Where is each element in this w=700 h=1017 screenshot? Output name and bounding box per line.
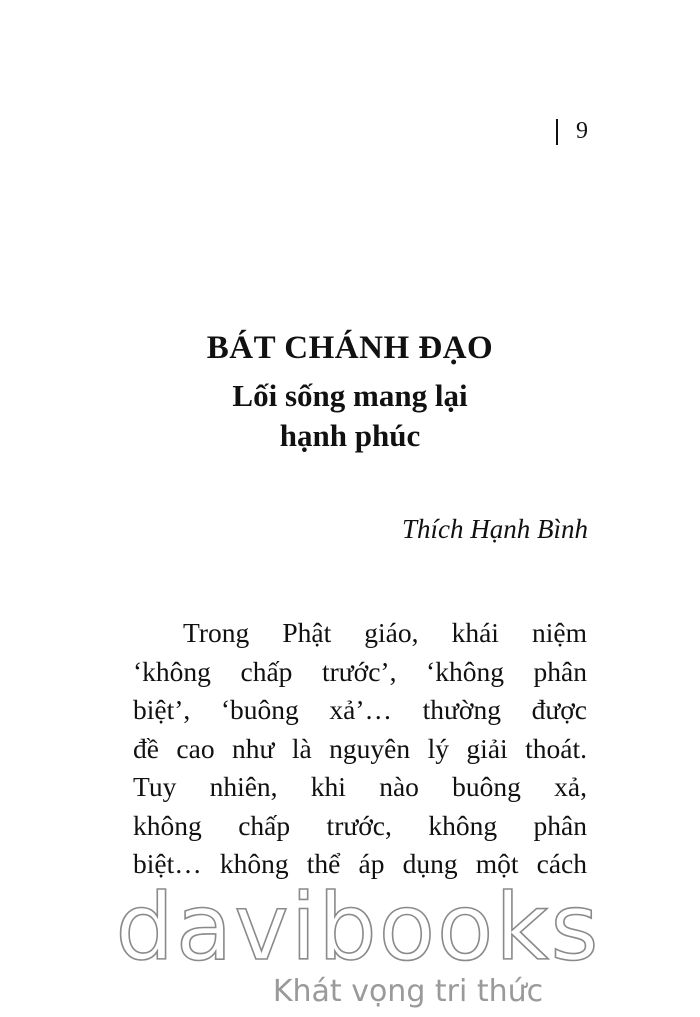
watermark-tagline: Khát vọng tri thức [272, 974, 544, 1009]
body-line: Trong Phật giáo, khái niệm [183, 617, 587, 648]
chapter-title-block [0, 326, 700, 456]
body-line: Tuy nhiên, khi nào buông xả, [133, 771, 587, 802]
body-line: ‘không chấp trước’, ‘không phân [133, 655, 587, 687]
body-paragraph [133, 614, 587, 884]
watermark-brand: davibooks [115, 874, 601, 981]
chapter-subtitle-line-1: Lối sống mang lại [232, 378, 468, 413]
author-name: Thích Hạnh Bình [402, 514, 588, 544]
body-line: biệt… không thể áp dụng một cách [133, 848, 587, 879]
chapter-title: BÁT CHÁNH ĐẠO [206, 330, 494, 366]
body-line: không chấp trước, không phân [133, 809, 587, 841]
page-header [556, 118, 588, 145]
chapter-subtitle-line-2: hạnh phúc [279, 418, 421, 453]
body-line: đề cao như là nguyên lý giải thoát. [133, 732, 587, 764]
header-divider [556, 119, 558, 145]
body-line: biệt’, ‘buông xả’… thường được [133, 694, 587, 725]
page-number: 9 [576, 118, 588, 144]
